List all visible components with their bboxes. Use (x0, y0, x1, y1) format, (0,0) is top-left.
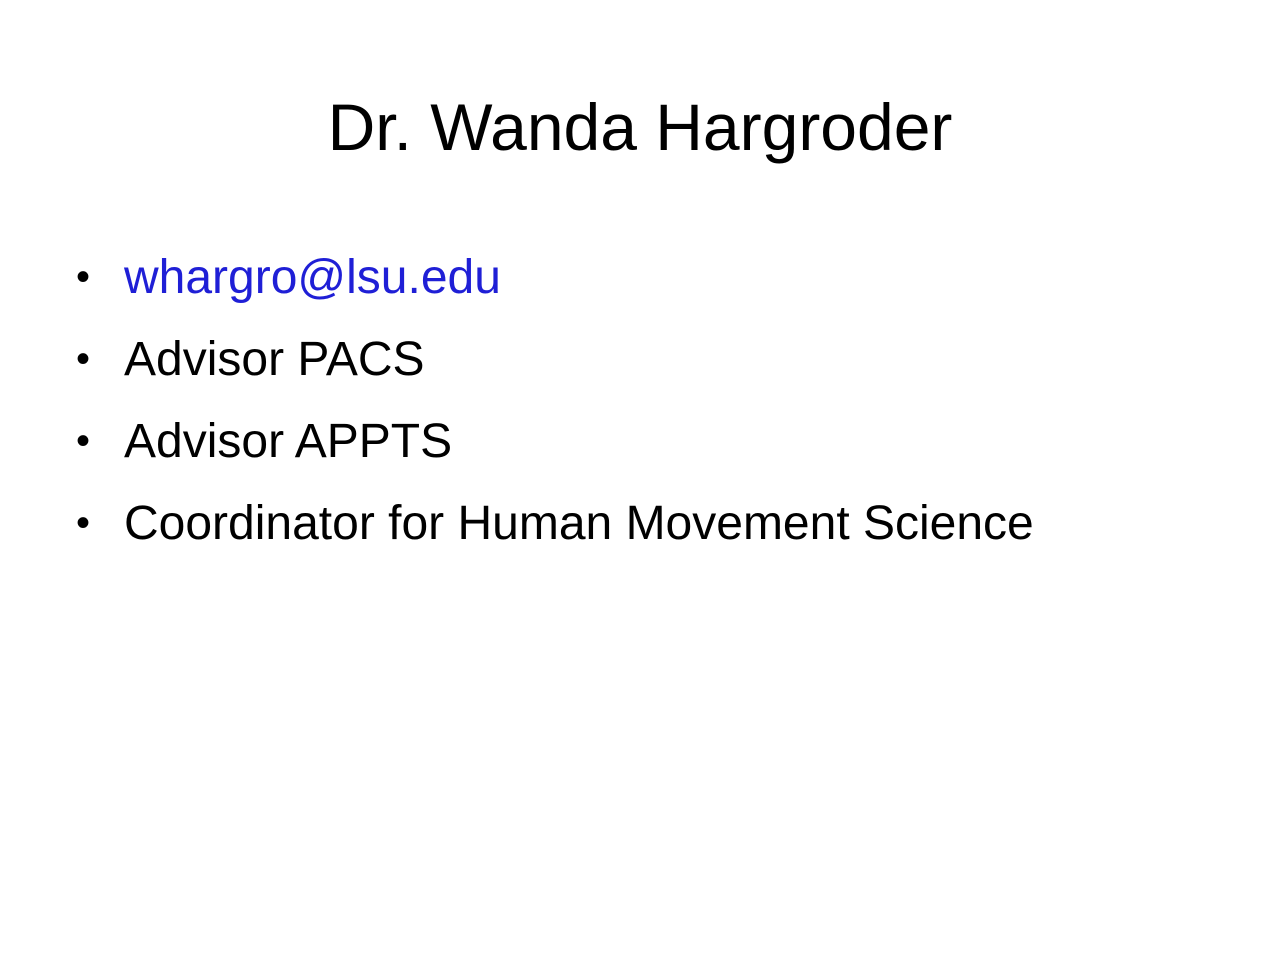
slide-title: Dr. Wanda Hargroder (327, 90, 953, 164)
list-item-text: Advisor PACS (124, 332, 425, 386)
bullet-icon: • (76, 337, 91, 381)
bullet-icon: • (76, 255, 91, 299)
list-item-text: Coordinator for Human Movement Science (124, 496, 1034, 550)
bullet-icon: • (76, 419, 91, 463)
list-item-text: Advisor APPTS (124, 414, 453, 468)
email-link[interactable]: whargro@lsu.edu (124, 250, 501, 304)
list-item-email (76, 236, 1256, 318)
list-item (76, 400, 1256, 482)
bullet-list (76, 236, 1256, 564)
list-item (76, 482, 1256, 564)
list-item (76, 318, 1256, 400)
bullet-icon: • (76, 501, 91, 545)
